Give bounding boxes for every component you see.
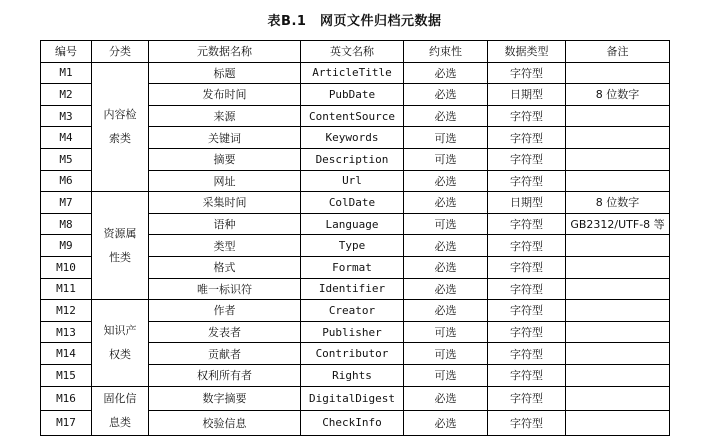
cell-data-type: 字符型 (488, 170, 566, 192)
cell-english-name: ColDate (301, 192, 404, 214)
cell-constraint: 可选 (404, 127, 488, 149)
cell-id: M8 (41, 213, 92, 235)
cell-metadata-name: 网址 (149, 170, 301, 192)
cell-metadata-name: 类型 (149, 235, 301, 257)
cell-id: M17 (41, 411, 92, 436)
cell-metadata-name: 标题 (149, 62, 301, 84)
category-label-line: 权类 (109, 347, 131, 361)
table-row (41, 300, 670, 322)
cell-data-type: 字符型 (488, 127, 566, 149)
cell-data-type: 字符型 (488, 235, 566, 257)
cell-constraint: 必选 (404, 62, 488, 84)
table-caption: 表B.1 网页文件归档元数据 (267, 14, 442, 29)
header-remarks: 备注 (566, 41, 670, 63)
cell-category (92, 386, 149, 435)
table-body (41, 62, 670, 435)
cell-category (92, 192, 149, 300)
cell-id: M16 (41, 386, 92, 411)
cell-remarks (566, 170, 670, 192)
cell-id: M13 (41, 321, 92, 343)
header-category: 分类 (92, 41, 149, 63)
cell-english-name: Creator (301, 300, 404, 322)
cell-id: M12 (41, 300, 92, 322)
cell-remarks (566, 343, 670, 365)
cell-data-type: 字符型 (488, 300, 566, 322)
cell-metadata-name: 发表者 (149, 321, 301, 343)
cell-english-name: PubDate (301, 84, 404, 106)
cell-metadata-name: 摘要 (149, 148, 301, 170)
cell-remarks (566, 364, 670, 386)
cell-metadata-name: 贡献者 (149, 343, 301, 365)
cell-id: M5 (41, 148, 92, 170)
cell-metadata-name: 语种 (149, 213, 301, 235)
cell-constraint: 可选 (404, 364, 488, 386)
cell-english-name: Description (301, 148, 404, 170)
cell-english-name: Format (301, 256, 404, 278)
cell-metadata-name: 采集时间 (149, 192, 301, 214)
cell-metadata-name: 发布时间 (149, 84, 301, 106)
category-label-line: 性类 (109, 250, 131, 264)
table-row (41, 192, 670, 214)
metadata-table (40, 40, 670, 436)
cell-id: M11 (41, 278, 92, 300)
cell-remarks (566, 411, 670, 436)
cell-category (92, 62, 149, 192)
cell-data-type: 字符型 (488, 278, 566, 300)
cell-data-type: 字符型 (488, 321, 566, 343)
cell-category (92, 300, 149, 386)
cell-remarks: 8 位数字 (566, 192, 670, 214)
cell-remarks (566, 300, 670, 322)
cell-id: M14 (41, 343, 92, 365)
cell-remarks (566, 127, 670, 149)
cell-id: M4 (41, 127, 92, 149)
table-row (41, 62, 670, 84)
header-english-name: 英文名称 (301, 41, 404, 63)
cell-constraint: 必选 (404, 256, 488, 278)
category-label-line: 资源属 (103, 226, 137, 240)
cell-metadata-name: 关键词 (149, 127, 301, 149)
cell-data-type: 字符型 (488, 343, 566, 365)
cell-remarks: GB2312/UTF-8 等 (566, 213, 670, 235)
cell-remarks (566, 256, 670, 278)
cell-constraint: 必选 (404, 278, 488, 300)
cell-constraint: 必选 (404, 235, 488, 257)
category-label-line: 息类 (109, 415, 131, 429)
cell-constraint: 必选 (404, 105, 488, 127)
header-id: 编号 (41, 41, 92, 63)
cell-id: M9 (41, 235, 92, 257)
cell-constraint: 必选 (404, 84, 488, 106)
cell-data-type: 字符型 (488, 411, 566, 436)
header-metadata-name: 元数据名称 (149, 41, 301, 63)
header-constraint: 约束性 (404, 41, 488, 63)
cell-id: M6 (41, 170, 92, 192)
cell-remarks (566, 105, 670, 127)
cell-id: M15 (41, 364, 92, 386)
cell-english-name: Contributor (301, 343, 404, 365)
cell-metadata-name: 来源 (149, 105, 301, 127)
cell-remarks (566, 235, 670, 257)
cell-metadata-name: 作者 (149, 300, 301, 322)
cell-data-type: 字符型 (488, 105, 566, 127)
cell-english-name: ArticleTitle (301, 62, 404, 84)
cell-english-name: Type (301, 235, 404, 257)
cell-constraint: 可选 (404, 213, 488, 235)
cell-english-name: Publisher (301, 321, 404, 343)
cell-remarks (566, 386, 670, 411)
cell-data-type: 字符型 (488, 213, 566, 235)
cell-data-type: 字符型 (488, 386, 566, 411)
cell-constraint: 必选 (404, 192, 488, 214)
cell-english-name: DigitalDigest (301, 386, 404, 411)
category-label-line: 固化信 (103, 391, 137, 405)
cell-data-type: 日期型 (488, 84, 566, 106)
cell-id: M2 (41, 84, 92, 106)
cell-remarks (566, 148, 670, 170)
cell-data-type: 日期型 (488, 192, 566, 214)
cell-english-name: ContentSource (301, 105, 404, 127)
cell-english-name: CheckInfo (301, 411, 404, 436)
cell-metadata-name: 唯一标识符 (149, 278, 301, 300)
cell-metadata-name: 校验信息 (149, 411, 301, 436)
category-label-line: 知识产 (103, 323, 137, 337)
cell-constraint: 可选 (404, 321, 488, 343)
cell-remarks: 8 位数字 (566, 84, 670, 106)
cell-id: M10 (41, 256, 92, 278)
header-row (41, 41, 670, 63)
cell-english-name: Language (301, 213, 404, 235)
cell-constraint: 可选 (404, 148, 488, 170)
cell-data-type: 字符型 (488, 256, 566, 278)
cell-constraint: 可选 (404, 343, 488, 365)
cell-constraint: 必选 (404, 411, 488, 436)
cell-id: M1 (41, 62, 92, 84)
category-label-line: 内容检 (103, 107, 137, 121)
table-row (41, 386, 670, 411)
cell-metadata-name: 数字摘要 (149, 386, 301, 411)
cell-metadata-name: 格式 (149, 256, 301, 278)
cell-english-name: Rights (301, 364, 404, 386)
category-label-line: 索类 (109, 131, 131, 145)
cell-constraint: 必选 (404, 170, 488, 192)
cell-remarks (566, 278, 670, 300)
cell-data-type: 字符型 (488, 364, 566, 386)
cell-remarks (566, 321, 670, 343)
cell-english-name: Keywords (301, 127, 404, 149)
cell-metadata-name: 权利所有者 (149, 364, 301, 386)
cell-data-type: 字符型 (488, 62, 566, 84)
cell-english-name: Identifier (301, 278, 404, 300)
cell-constraint: 必选 (404, 386, 488, 411)
cell-id: M7 (41, 192, 92, 214)
cell-constraint: 必选 (404, 300, 488, 322)
header-data-type: 数据类型 (488, 41, 566, 63)
cell-id: M3 (41, 105, 92, 127)
cell-remarks (566, 62, 670, 84)
cell-data-type: 字符型 (488, 148, 566, 170)
cell-english-name: Url (301, 170, 404, 192)
